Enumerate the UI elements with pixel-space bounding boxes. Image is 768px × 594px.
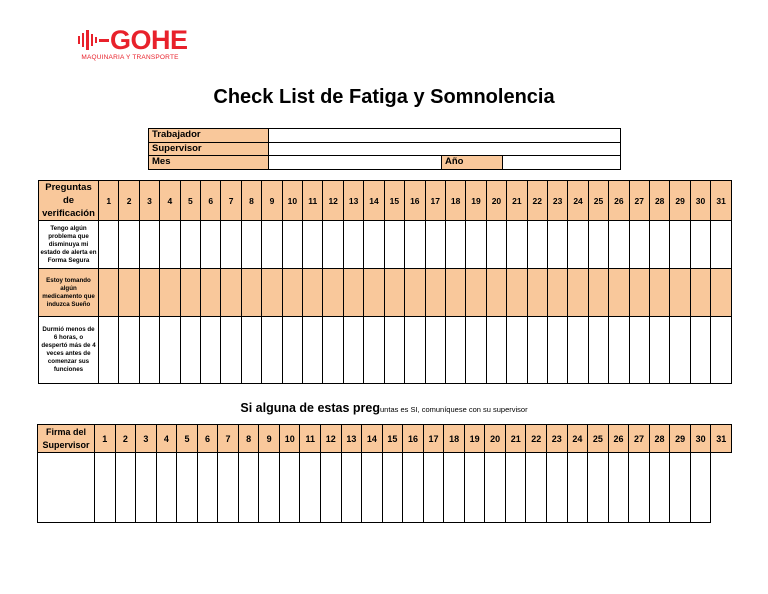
signature-cell[interactable] bbox=[259, 453, 280, 523]
answer-cell[interactable] bbox=[649, 221, 669, 269]
company-logo bbox=[70, 24, 190, 64]
day-header: 2 bbox=[115, 425, 136, 453]
signature-cell[interactable] bbox=[362, 453, 383, 523]
answer-cell[interactable] bbox=[649, 269, 669, 317]
day-header: 20 bbox=[486, 181, 506, 221]
answer-cell[interactable] bbox=[445, 269, 465, 317]
answer-cell[interactable] bbox=[99, 221, 119, 269]
answer-cell[interactable] bbox=[303, 221, 323, 269]
answer-cell[interactable] bbox=[201, 221, 221, 269]
day-header: 20 bbox=[485, 425, 506, 453]
answer-cell[interactable] bbox=[466, 317, 486, 384]
signature-cell[interactable] bbox=[177, 453, 198, 523]
day-header: 9 bbox=[259, 425, 280, 453]
day-header: 13 bbox=[341, 425, 362, 453]
signature-cell[interactable] bbox=[382, 453, 403, 523]
answer-cell[interactable] bbox=[466, 269, 486, 317]
answer-cell[interactable] bbox=[711, 269, 732, 317]
question-label: Estoy tomando algún medicamento que induzca Sueño bbox=[39, 269, 99, 317]
day-header: 25 bbox=[588, 181, 608, 221]
day-header: 31 bbox=[711, 181, 732, 221]
question-row bbox=[39, 221, 732, 269]
answer-cell[interactable] bbox=[323, 269, 343, 317]
day-header: 18 bbox=[445, 181, 465, 221]
answer-cell[interactable] bbox=[629, 269, 649, 317]
instruction-note-part1: Si alguna de estas preg bbox=[240, 401, 381, 415]
sound-wave-logo-icon bbox=[78, 30, 110, 50]
answer-cell[interactable] bbox=[425, 269, 445, 317]
signature-cell[interactable] bbox=[38, 453, 95, 523]
answer-cell[interactable] bbox=[221, 221, 241, 269]
day-header: 26 bbox=[608, 425, 629, 453]
day-header: 16 bbox=[403, 425, 424, 453]
supervisor-label: Supervisor bbox=[149, 142, 269, 156]
answer-cell[interactable] bbox=[119, 269, 139, 317]
day-header: 7 bbox=[221, 181, 241, 221]
day-header: 24 bbox=[567, 425, 588, 453]
answer-cell[interactable] bbox=[507, 317, 527, 384]
answer-cell[interactable] bbox=[262, 221, 282, 269]
answer-cell[interactable] bbox=[568, 317, 588, 384]
answer-cell[interactable] bbox=[425, 317, 445, 384]
answer-cell[interactable] bbox=[364, 317, 384, 384]
worker-info-table bbox=[148, 128, 621, 170]
answer-cell[interactable] bbox=[609, 221, 629, 269]
day-header: 16 bbox=[405, 181, 425, 221]
answer-cell[interactable] bbox=[486, 317, 506, 384]
answer-cell[interactable] bbox=[241, 317, 261, 384]
answer-cell[interactable] bbox=[588, 221, 608, 269]
answer-cell[interactable] bbox=[119, 221, 139, 269]
day-header: 1 bbox=[99, 181, 119, 221]
signature-cell[interactable] bbox=[95, 453, 116, 523]
day-header: 6 bbox=[197, 425, 218, 453]
signature-cell[interactable] bbox=[321, 453, 342, 523]
day-header: 12 bbox=[321, 425, 342, 453]
day-header: 28 bbox=[649, 425, 670, 453]
signature-cell[interactable] bbox=[464, 453, 485, 523]
answer-cell[interactable] bbox=[384, 221, 404, 269]
supervisor-field[interactable] bbox=[269, 142, 621, 156]
signature-cell[interactable] bbox=[403, 453, 424, 523]
answer-cell[interactable] bbox=[486, 269, 506, 317]
day-header: 12 bbox=[323, 181, 343, 221]
day-header: 28 bbox=[649, 181, 669, 221]
answer-cell[interactable] bbox=[527, 317, 547, 384]
instruction-note-part2: untas es SI, comuníquese con su supervisor bbox=[380, 405, 528, 414]
answer-cell[interactable] bbox=[507, 269, 527, 317]
page-title: Check List de Fatiga y Somnolencia bbox=[213, 86, 555, 108]
day-header: 25 bbox=[588, 425, 609, 453]
answer-cell[interactable] bbox=[405, 269, 425, 317]
day-header: 15 bbox=[382, 425, 403, 453]
mes-field[interactable] bbox=[269, 156, 442, 170]
signature-cell[interactable] bbox=[526, 453, 547, 523]
answer-cell[interactable] bbox=[201, 317, 221, 384]
answer-cell[interactable] bbox=[588, 269, 608, 317]
answer-cell[interactable] bbox=[282, 317, 302, 384]
signature-cell[interactable] bbox=[300, 453, 321, 523]
answer-cell[interactable] bbox=[425, 221, 445, 269]
answer-cell[interactable] bbox=[241, 221, 261, 269]
day-header: 29 bbox=[670, 425, 691, 453]
day-header: 19 bbox=[464, 425, 485, 453]
answer-cell[interactable] bbox=[507, 221, 527, 269]
signature-cell[interactable] bbox=[136, 453, 157, 523]
answer-cell[interactable] bbox=[527, 221, 547, 269]
day-header: 3 bbox=[136, 425, 157, 453]
answer-cell[interactable] bbox=[405, 317, 425, 384]
day-header: 30 bbox=[690, 181, 710, 221]
answer-cell[interactable] bbox=[690, 317, 710, 384]
signature-cell[interactable] bbox=[197, 453, 218, 523]
answer-cell[interactable] bbox=[568, 269, 588, 317]
day-header: 18 bbox=[444, 425, 465, 453]
day-header: 17 bbox=[425, 181, 445, 221]
day-header: 19 bbox=[466, 181, 486, 221]
answer-cell[interactable] bbox=[160, 317, 180, 384]
signature-cell[interactable] bbox=[218, 453, 239, 523]
answer-cell[interactable] bbox=[405, 221, 425, 269]
day-header: 2 bbox=[119, 181, 139, 221]
day-header: 8 bbox=[241, 181, 261, 221]
day-header: 11 bbox=[303, 181, 323, 221]
day-header: 14 bbox=[362, 425, 383, 453]
day-header: 22 bbox=[526, 425, 547, 453]
day-header: 4 bbox=[160, 181, 180, 221]
answer-cell[interactable] bbox=[139, 269, 159, 317]
signature-cell[interactable] bbox=[485, 453, 506, 523]
answer-cell[interactable] bbox=[690, 221, 710, 269]
anio-label: Año bbox=[442, 156, 503, 170]
signature-cell[interactable] bbox=[156, 453, 177, 523]
signature-cell[interactable] bbox=[279, 453, 300, 523]
logo-wordmark: GOHE bbox=[110, 25, 188, 55]
answer-cell[interactable] bbox=[629, 221, 649, 269]
answer-cell[interactable] bbox=[670, 221, 690, 269]
mes-label: Mes bbox=[149, 156, 269, 170]
day-header: 21 bbox=[505, 425, 526, 453]
signature-grid-header bbox=[38, 425, 732, 453]
supervisor-signature-grid bbox=[37, 424, 732, 523]
questions-header: Preguntas de verificación bbox=[39, 181, 99, 221]
day-header: 26 bbox=[609, 181, 629, 221]
answer-cell[interactable] bbox=[282, 221, 302, 269]
answer-cell[interactable] bbox=[547, 317, 567, 384]
answer-cell[interactable] bbox=[445, 221, 465, 269]
anio-field[interactable] bbox=[503, 156, 621, 170]
day-header: 27 bbox=[629, 181, 649, 221]
day-header: 11 bbox=[300, 425, 321, 453]
answer-cell[interactable] bbox=[527, 269, 547, 317]
answer-cell[interactable] bbox=[180, 269, 200, 317]
answer-cell[interactable] bbox=[711, 221, 732, 269]
trabajador-label: Trabajador bbox=[149, 129, 269, 143]
day-header: 4 bbox=[156, 425, 177, 453]
day-header: 15 bbox=[384, 181, 404, 221]
answer-cell[interactable] bbox=[343, 221, 363, 269]
day-header: 7 bbox=[218, 425, 239, 453]
answer-cell[interactable] bbox=[711, 317, 732, 384]
day-header: 24 bbox=[568, 181, 588, 221]
question-row bbox=[39, 269, 732, 317]
question-label: Durmió menos de 6 horas, o despertó más de 4 veces antes de comenzar sus funciones bbox=[39, 317, 99, 384]
instruction-note bbox=[0, 399, 768, 417]
answer-cell[interactable] bbox=[262, 317, 282, 384]
answer-cell[interactable] bbox=[364, 269, 384, 317]
day-header: 10 bbox=[282, 181, 302, 221]
answer-cell[interactable] bbox=[99, 269, 119, 317]
signature-cell[interactable] bbox=[567, 453, 588, 523]
answer-cell[interactable] bbox=[343, 269, 363, 317]
answer-cell[interactable] bbox=[303, 269, 323, 317]
answer-cell[interactable] bbox=[568, 221, 588, 269]
signature-cell[interactable] bbox=[115, 453, 136, 523]
answer-cell[interactable] bbox=[690, 269, 710, 317]
signature-cell[interactable] bbox=[690, 453, 711, 523]
signature-cell[interactable] bbox=[505, 453, 526, 523]
answer-cell[interactable] bbox=[384, 269, 404, 317]
signature-cell[interactable] bbox=[608, 453, 629, 523]
trabajador-field[interactable] bbox=[269, 129, 621, 143]
day-header: 5 bbox=[180, 181, 200, 221]
day-header: 17 bbox=[423, 425, 444, 453]
answer-cell[interactable] bbox=[609, 269, 629, 317]
day-header: 9 bbox=[262, 181, 282, 221]
answer-cell[interactable] bbox=[384, 317, 404, 384]
signature-cell[interactable] bbox=[547, 453, 568, 523]
day-header: 1 bbox=[95, 425, 116, 453]
signature-cell[interactable] bbox=[629, 453, 650, 523]
verification-grid bbox=[38, 180, 732, 384]
question-label: Tengo algún problema que disminuya mi estado de alerta en Forma Segura bbox=[39, 221, 99, 269]
answer-cell[interactable] bbox=[241, 269, 261, 317]
day-header: 5 bbox=[177, 425, 198, 453]
day-header: 6 bbox=[201, 181, 221, 221]
day-header: 29 bbox=[670, 181, 690, 221]
answer-cell[interactable] bbox=[201, 269, 221, 317]
day-header: 23 bbox=[547, 425, 568, 453]
day-header: 21 bbox=[507, 181, 527, 221]
answer-cell[interactable] bbox=[486, 221, 506, 269]
answer-cell[interactable] bbox=[323, 221, 343, 269]
signature-row bbox=[38, 453, 732, 523]
signature-cell[interactable] bbox=[649, 453, 670, 523]
signature-cell[interactable] bbox=[238, 453, 259, 523]
signature-cell[interactable] bbox=[444, 453, 465, 523]
day-header: 13 bbox=[343, 181, 363, 221]
day-header: 27 bbox=[629, 425, 650, 453]
answer-cell[interactable] bbox=[323, 317, 343, 384]
answer-cell[interactable] bbox=[180, 317, 200, 384]
signature-cell[interactable] bbox=[588, 453, 609, 523]
verification-grid-header bbox=[39, 181, 732, 221]
answer-cell[interactable] bbox=[343, 317, 363, 384]
day-header: 31 bbox=[711, 425, 732, 453]
answer-cell[interactable] bbox=[609, 317, 629, 384]
answer-cell[interactable] bbox=[160, 221, 180, 269]
answer-cell[interactable] bbox=[160, 269, 180, 317]
answer-cell[interactable] bbox=[547, 269, 567, 317]
answer-cell[interactable] bbox=[119, 317, 139, 384]
answer-cell[interactable] bbox=[588, 317, 608, 384]
day-header: 14 bbox=[364, 181, 384, 221]
signature-cell[interactable] bbox=[341, 453, 362, 523]
answer-cell[interactable] bbox=[629, 317, 649, 384]
signature-cell[interactable] bbox=[423, 453, 444, 523]
signature-cell[interactable] bbox=[670, 453, 691, 523]
answer-cell[interactable] bbox=[547, 221, 567, 269]
answer-cell[interactable] bbox=[262, 269, 282, 317]
day-header: 8 bbox=[238, 425, 259, 453]
answer-cell[interactable] bbox=[364, 221, 384, 269]
answer-cell[interactable] bbox=[282, 269, 302, 317]
answer-cell[interactable] bbox=[180, 221, 200, 269]
day-header: 10 bbox=[279, 425, 300, 453]
answer-cell[interactable] bbox=[649, 317, 669, 384]
day-header: 3 bbox=[139, 181, 159, 221]
answer-cell[interactable] bbox=[221, 269, 241, 317]
answer-cell[interactable] bbox=[445, 317, 465, 384]
day-header: 22 bbox=[527, 181, 547, 221]
answer-cell[interactable] bbox=[670, 269, 690, 317]
day-header: 30 bbox=[690, 425, 711, 453]
answer-cell[interactable] bbox=[221, 317, 241, 384]
day-header: 23 bbox=[547, 181, 567, 221]
answer-cell[interactable] bbox=[139, 221, 159, 269]
answer-cell[interactable] bbox=[139, 317, 159, 384]
question-row bbox=[39, 317, 732, 384]
answer-cell[interactable] bbox=[466, 221, 486, 269]
answer-cell[interactable] bbox=[670, 317, 690, 384]
supervisor-signature-label: Firma del Supervisor bbox=[38, 425, 95, 453]
logo-subtitle: MAQUINARIA Y TRANSPORTE bbox=[81, 54, 179, 61]
answer-cell[interactable] bbox=[303, 317, 323, 384]
answer-cell[interactable] bbox=[99, 317, 119, 384]
